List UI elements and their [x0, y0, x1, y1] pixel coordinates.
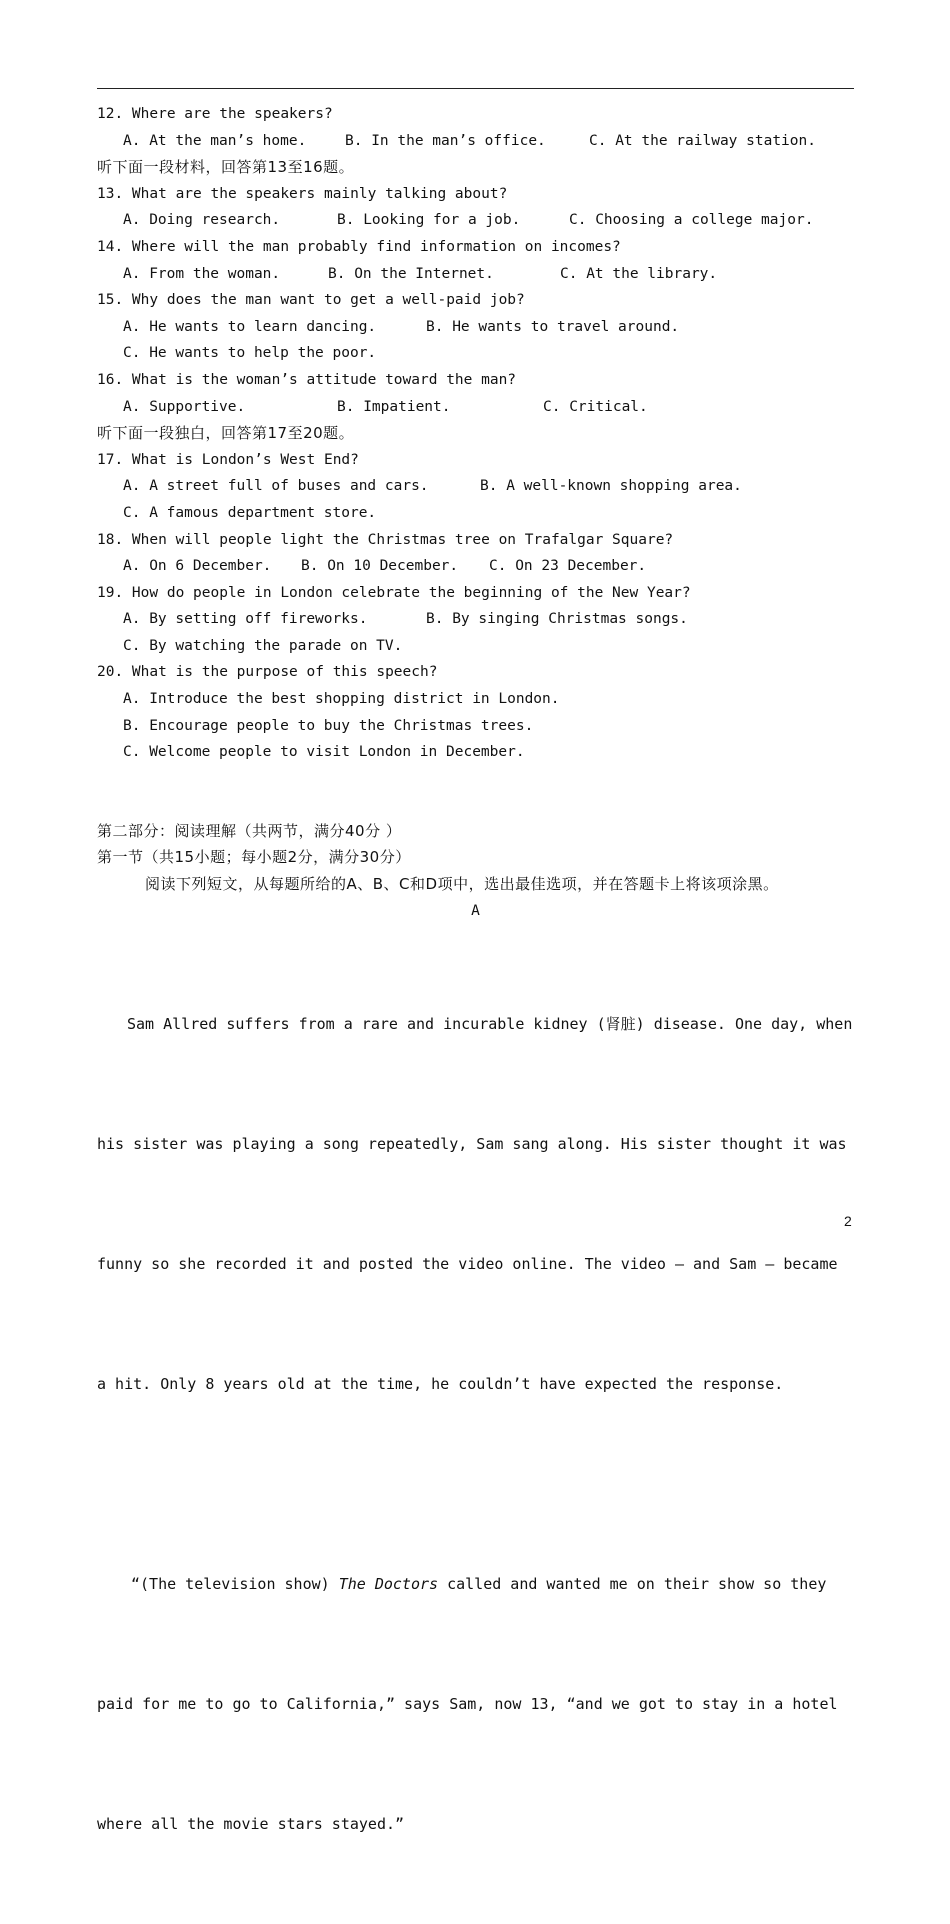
passage-line: paid for me to go to California,” says Sam, now 13, “and we got to stay in a hotel	[97, 1695, 838, 1714]
quote-rest: called and wanted me on their show so they	[438, 1575, 827, 1594]
section-heading: 听下面一段独白，回答第17至20题。	[97, 424, 355, 443]
question-options	[97, 261, 854, 288]
option-c: C. Welcome people to visit London in December.	[123, 744, 525, 761]
section-heading: 听下面一段材料，回答第13至16题。	[97, 158, 355, 177]
option-a: A. At the man’s home.	[123, 132, 307, 149]
header-rule	[97, 88, 854, 89]
passage-line	[97, 1564, 854, 1604]
question-stem: 19. How do people in London celebrate the beginning of the New Year?	[97, 584, 691, 601]
question-stem: 16. What is the woman’s attitude toward the man?	[97, 371, 517, 388]
option-a: A. A street full of buses and cars.	[123, 478, 429, 495]
option-c: C. At the railway station.	[589, 132, 816, 149]
option-c: C. Choosing a college major.	[569, 212, 814, 229]
option-b: B. On the Internet.	[328, 265, 494, 282]
passage-line: a hit. Only 8 years old at the time, he couldn’t have expected the response.	[97, 1375, 784, 1394]
question-stem: 12. Where are the speakers?	[97, 106, 333, 122]
option-a: A. Supportive.	[123, 398, 246, 415]
passage-line: his sister was playing a song repeatedly, Sam sang along. His sister thought it was	[97, 1135, 847, 1154]
option-a: A. Introduce the best shopping district in London.	[123, 691, 560, 708]
question-stem: 13. What are the speakers mainly talking about?	[97, 185, 508, 202]
part-title: 第二部分：阅读理解（共两节，满分40分 ）	[97, 821, 402, 840]
question-stem: 18. When will people light the Christmas tree on Trafalgar Square?	[97, 531, 674, 548]
option-b: B. Looking for a job.	[337, 212, 521, 229]
passage-paragraph-1	[97, 924, 854, 1484]
option-a: A. On 6 December.	[123, 558, 272, 575]
question-options	[97, 340, 854, 367]
question-options	[97, 314, 854, 341]
option-a: A. Doing research.	[123, 212, 281, 229]
passage-label: A	[471, 902, 480, 919]
option-b: B. On 10 December.	[301, 558, 459, 575]
option-c: C. By watching the parade on TV.	[123, 637, 403, 654]
option-b: B. A well-known shopping area.	[480, 478, 742, 495]
option-a: A. From the woman.	[123, 265, 281, 282]
option-b: B. Encourage people to buy the Christmas trees.	[123, 717, 534, 734]
show-title: The Doctors	[338, 1575, 439, 1594]
option-b: B. He wants to travel around.	[426, 318, 680, 335]
question-stem: 20. What is the purpose of this speech?	[97, 664, 438, 681]
exam-content	[97, 101, 854, 1924]
question-stem: 17. What is London’s West End?	[97, 451, 359, 468]
question-options	[97, 128, 854, 155]
question-stem: 14. Where will the man probably find information on incomes?	[97, 238, 621, 255]
question-stem: 15. Why does the man want to get a well-paid job?	[97, 292, 525, 309]
question-options	[97, 207, 854, 234]
question-options	[97, 473, 854, 500]
option-c: C. On 23 December.	[489, 558, 647, 575]
passage-paragraph-2	[97, 1484, 854, 1924]
option-c: C. A famous department store.	[123, 504, 377, 521]
option-b: B. By singing Christmas songs.	[426, 611, 688, 628]
option-c: C. At the library.	[560, 265, 718, 282]
section-title: 第一节（共15小题；每小题2分，满分30分）	[97, 848, 411, 867]
question-options	[97, 500, 854, 527]
option-a: A. He wants to learn dancing.	[123, 318, 377, 335]
passage-line: where all the movie stars stayed.”	[97, 1815, 405, 1834]
option-c: C. Critical.	[543, 398, 648, 415]
question-options	[97, 606, 854, 633]
instruction: 阅读下列短文，从每题所给的A、B、C和D项中，选出最佳选项，并在答题卡上将该项涂黑。	[145, 875, 779, 894]
question-options	[97, 633, 854, 660]
question-options	[97, 553, 854, 580]
passage-line: funny so she recorded it and posted the video online. The video — and Sam — became	[97, 1255, 838, 1274]
option-b: B. Impatient.	[337, 398, 451, 415]
quote-start: “(The television show)	[131, 1575, 339, 1594]
spacer	[97, 766, 854, 818]
option-c: C. He wants to help the poor.	[123, 345, 377, 362]
page-number: 2	[844, 1213, 852, 1229]
passage-line: Sam Allred suffers from a rare and incurable kidney (肾脏) disease. One day, when	[127, 1015, 853, 1034]
question-options	[97, 394, 854, 421]
option-b: B. In the man’s office.	[345, 132, 546, 149]
option-a: A. By setting off fireworks.	[123, 611, 368, 628]
